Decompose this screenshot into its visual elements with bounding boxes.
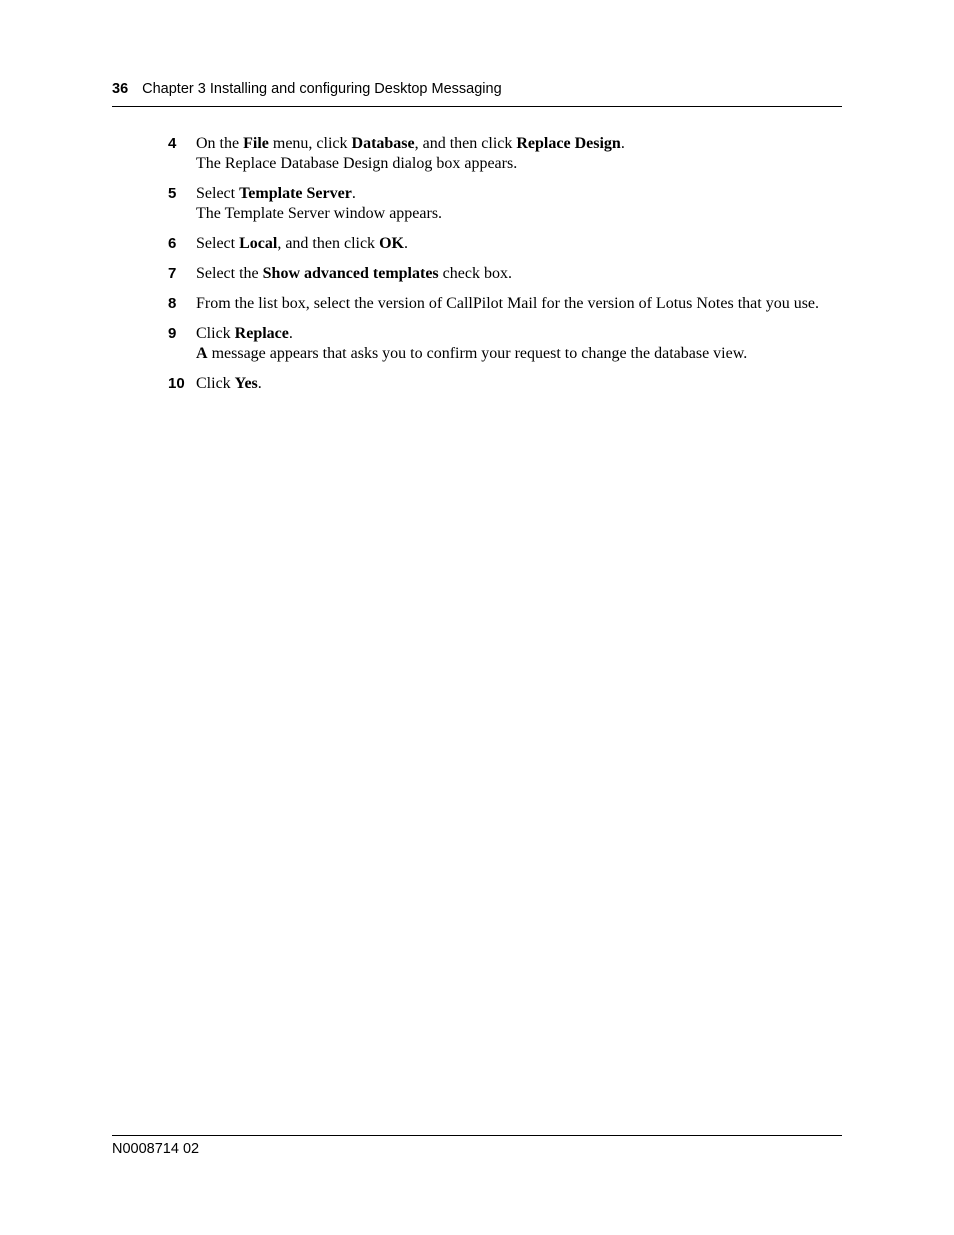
- ui-term-yes: Yes: [234, 375, 258, 392]
- step-6: [168, 234, 838, 254]
- step-number: 8: [168, 295, 177, 312]
- step-number: 5: [168, 185, 177, 202]
- step-result: The Template Server window appears.: [196, 205, 443, 222]
- document-id: N0008714 02: [112, 1141, 200, 1157]
- bold-lead: A: [196, 345, 208, 362]
- ui-term-template-server: Template Server: [239, 185, 352, 202]
- text-run: On the: [196, 135, 244, 152]
- text-run: .: [257, 375, 262, 392]
- ui-term-database: Database: [351, 135, 415, 152]
- step-5: [168, 184, 838, 224]
- step-result: The Replace Database Design dialog box appears.: [196, 155, 518, 172]
- text-run: Click: [196, 325, 235, 342]
- step-8: [168, 294, 838, 314]
- step-text: From the list box, select the version of CallPilot Mail for the version of Lotus Notes that you use.: [196, 295, 820, 312]
- text-run: menu, click: [268, 135, 352, 152]
- step-text: [196, 134, 838, 154]
- text-run: , and then click: [277, 235, 380, 252]
- text-run: .: [351, 185, 356, 202]
- step-text: [196, 374, 838, 394]
- ui-term-show-advanced-templates: Show advanced templates: [262, 265, 439, 282]
- text-run: , and then click: [414, 135, 517, 152]
- step-number: 7: [168, 265, 177, 282]
- page-footer: [112, 1135, 842, 1159]
- text-run: Select the: [196, 265, 263, 282]
- text-run: .: [620, 135, 625, 152]
- step-number: 4: [168, 135, 177, 152]
- procedure-steps: [168, 134, 838, 404]
- ui-term-replace-design: Replace Design: [516, 135, 621, 152]
- step-10: [168, 374, 838, 394]
- step-text: [196, 234, 838, 254]
- text-run: check box.: [438, 265, 512, 282]
- step-text: [196, 264, 838, 284]
- step-number: 10: [168, 375, 185, 392]
- text-run: Click: [196, 375, 235, 392]
- step-text: [196, 324, 838, 344]
- step-7: [168, 264, 838, 284]
- step-number: 9: [168, 325, 177, 342]
- ui-term-file: File: [243, 135, 269, 152]
- step-9: [168, 324, 838, 364]
- text-run: Select: [196, 235, 240, 252]
- step-result: [196, 344, 838, 364]
- step-text: [196, 184, 838, 204]
- ui-term-local: Local: [239, 235, 278, 252]
- step-number: 6: [168, 235, 177, 252]
- text-run: .: [403, 235, 408, 252]
- step-4: [168, 134, 838, 174]
- text-run: Select: [196, 185, 240, 202]
- text-run: message appears that asks you to confirm your request to change the database view.: [207, 345, 748, 362]
- chapter-title: Chapter 3 Installing and configuring Desktop Messaging: [142, 81, 502, 97]
- ui-term-ok: OK: [379, 235, 404, 252]
- page-header: [112, 79, 842, 107]
- page-number: 36: [112, 81, 129, 97]
- text-run: .: [288, 325, 293, 342]
- ui-term-replace: Replace: [234, 325, 289, 342]
